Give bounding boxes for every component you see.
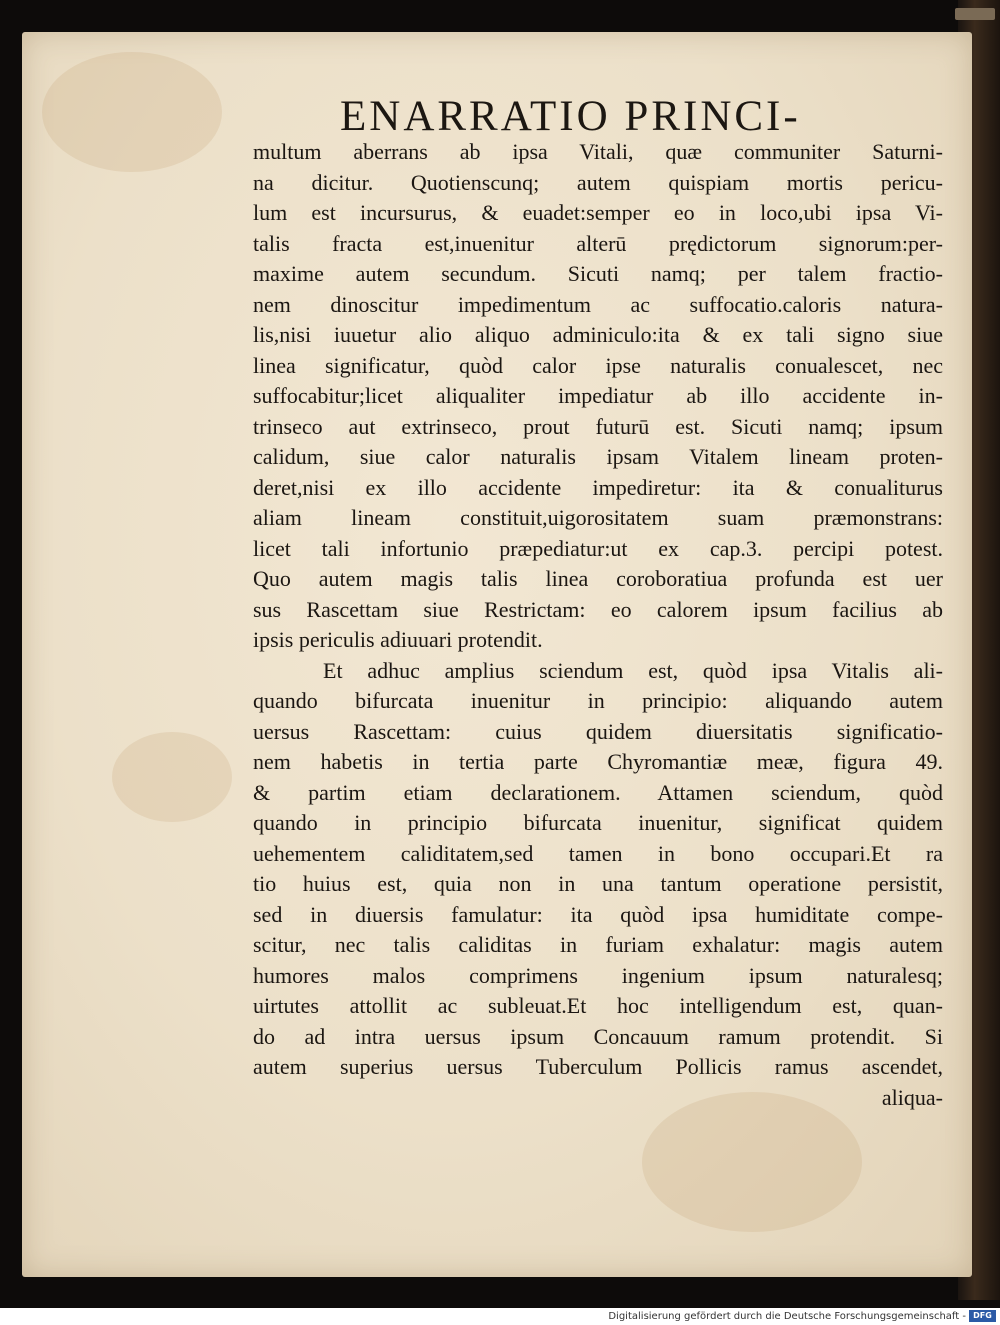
- text-line: & partim etiam declarationem. Attamen sciendum, quòd: [253, 779, 943, 805]
- text-line: lis,nisi iuuetur alio aliquo adminiculo:ita & ex tali signo siue: [253, 322, 943, 347]
- text-line: na dicitur. Quotienscunq; autem quispiam mortis pericu-: [253, 169, 943, 195]
- text-line: Quo autem magis talis linea coroboratiua profunda est uer: [253, 566, 943, 591]
- text-line: nem habetis in tertia parte Chyromantiæ meæ, figura 49.: [253, 749, 943, 774]
- catchword: aliqua-: [881, 1084, 943, 1110]
- text-line: uersus Rascettam: cuius quidem diuersitatis significatio-: [253, 718, 943, 744]
- text-line: quando in principio bifurcata inuenitur, significat quidem: [253, 810, 943, 835]
- text-line: deret,nisi ex illo accidente impediretur: ita & conualiturus: [253, 474, 943, 500]
- text-line: suffocabitur;licet aliqualiter impediatur ab illo accidente in-: [253, 383, 943, 408]
- text-line: lum est incursurus, & euadet:semper eo in loco,ubi ipsa Vi-: [253, 200, 943, 225]
- text-line: sus Rascettam siue Restrictam: eo calorem ipsum facilius ab: [253, 596, 943, 622]
- text-line: calidum, siue calor naturalis ipsam Vitalem lineam proten-: [253, 444, 943, 469]
- dfg-logo: DFG: [969, 1310, 996, 1322]
- text-line: multum aberrans ab ipsa Vitali, quæ communiter Saturni-: [253, 139, 943, 164]
- text-line: trinseco aut extrinseco, prout futurū est. Sicuti namq; ipsum: [253, 413, 943, 439]
- text-line: linea significatur, quòd calor ipse naturalis conualescet, nec: [253, 352, 943, 378]
- page-stain: [42, 52, 222, 172]
- text-line: aliam lineam constituit,uigorositatem suam præmonstrans:: [253, 505, 943, 530]
- text-line: humores malos comprimens ingenium ipsum naturalesq;: [253, 962, 943, 988]
- text-line: scitur, nec talis caliditas in furiam exhalatur: magis autem: [253, 932, 943, 957]
- text-line: tio huius est, quia non in una tantum operatione persistit,: [253, 871, 943, 896]
- running-head: ENARRATIO PRINCI-: [340, 93, 801, 140]
- text-line: licet tali infortunio præpediatur:ut ex cap.3. percipi potest.: [253, 535, 943, 561]
- text-line: autem superius uersus Tuberculum Pollicis ramus ascendet,: [253, 1054, 943, 1079]
- paragraph-end-line: ipsis periculis adiuuari protendit.: [253, 627, 543, 652]
- text-line: quando bifurcata inuenitur in principio: aliquando autem: [253, 688, 943, 713]
- page-stain: [112, 732, 232, 822]
- page-stain: [642, 1092, 862, 1232]
- text-line: uirtutes attollit ac subleuat.Et hoc intelligendum est, quan-: [253, 993, 943, 1018]
- text-line: talis fracta est,inuenitur alterū prędictorum signorum:per-: [253, 230, 943, 256]
- text-block: [253, 137, 943, 1113]
- text-line: maxime autem secundum. Sicuti namq; per talem fractio-: [253, 261, 943, 286]
- text-line: uehementem caliditatem,sed tamen in bono occupari.Et ra: [253, 840, 943, 866]
- digitization-credit: Digitalisierung gefördert durch die Deutsche Forschungsgemeinschaft -: [608, 1311, 966, 1322]
- cover-strip: [955, 8, 995, 20]
- text-line: sed in diuersis famulatur: ita quòd ipsa humiditate compe-: [253, 901, 943, 927]
- text-line: nem dinoscitur impedimentum ac suffocatio.caloris natura-: [253, 291, 943, 317]
- text-line: do ad intra uersus ipsum Concauum ramum protendit. Si: [253, 1023, 943, 1049]
- paragraph-start-line: Et adhuc amplius sciendum est, quòd ipsa Vitalis ali-: [323, 657, 943, 683]
